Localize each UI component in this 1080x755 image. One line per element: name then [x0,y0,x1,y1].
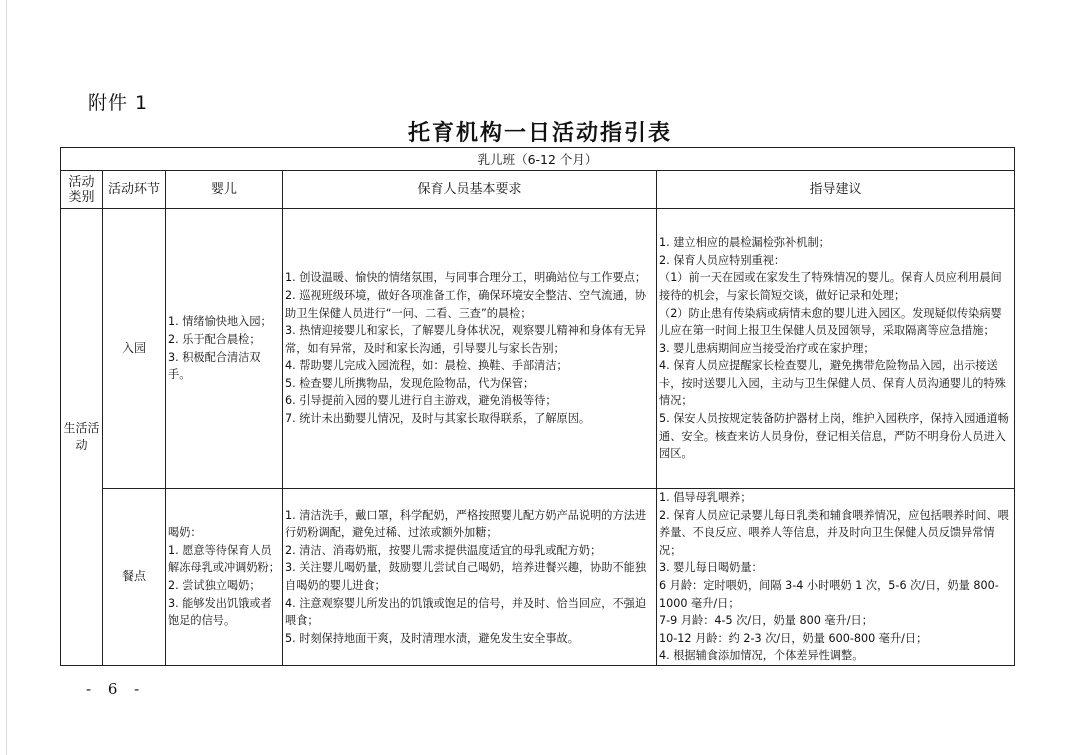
list-item: 3. 热情迎接婴儿和家长，了解婴儿身体状况，观察婴儿精神和身体有无异常，如有异常，及时和家长沟通，引导婴儿与家长告别； [285,324,647,355]
column-header-infant: 婴儿 [166,171,283,209]
attachment-label: 附件 1 [88,92,149,114]
list-item: 2. 乐于配合晨检； [168,332,261,346]
column-header-step: 活动环节 [103,171,166,209]
list-item: 10-12 月龄：约 2-3 次/日，奶量 600-800 毫升/日； [659,631,928,645]
list-item: 6. 引导提前入园的婴儿进行自主游戏，避免消极等待； [285,394,557,408]
infant-list [168,542,280,630]
list-item: 1. 情绪愉快地入园； [168,315,272,329]
list-item: 5. 保安人员按规定装备防护器材上岗，维护入园秩序，保持入园通道畅通、安全。核查来访人员身份，登记相关信息，严防不明身份人员进入园区。 [659,412,1009,461]
list-item: 5. 时刻保持地面干爽，及时清理水渍，避免发生安全事故。 [285,631,579,645]
list-item: （2）防止患有传染病或病情未愈的婴儿进入园区。发现疑似传染病婴儿应在第一时间上报卫生保健人员及园领导，采取隔离等应急措施； [659,306,1002,338]
list-item: 1. 创设温暖、愉快的情绪氛围，与同事合理分工，明确站位与工作要点； [285,271,647,285]
advice-cell [657,489,1015,666]
list-item: 4. 注意观察婴儿所发出的饥饿或饱足的信号，并及时、恰当回应，不强迫喂食； [285,596,647,628]
list-item: 4. 保育人员应提醒家长检查婴儿，避免携带危险物品入园，出示接送卡，按时送婴儿入园，主动与卫生保健人员、保育人员沟通婴儿的特殊情况； [659,359,1006,408]
infant-intro: 喝奶： [168,526,202,540]
list-item: 2. 巡视班级环境，做好各项准备工作，确保环境安全整洁、空气流通，协助卫生保健人员进行“一问、二看、三查”的晨检； [285,288,647,320]
advice-list [659,234,1012,463]
infant-cell [166,209,283,489]
table-row [61,489,1015,666]
list-item: 1. 清洁洗手，戴口罩，科学配奶，严格按照婴儿配方奶产品说明的方法进行奶粉调配，避免过稀、过浓或额外加糖； [285,508,647,540]
section-title: 乳儿班（6-12 个月） [61,148,1015,171]
list-item: 3. 关注婴儿喝奶量，鼓励婴儿尝试自己喝奶，培养进餐兴趣，协助不能独自喝奶的婴儿进食； [285,561,647,592]
column-header-caregiver: 保育人员基本要求 [283,171,657,209]
list-item: 3. 婴儿每日喝奶量： [659,561,763,575]
list-item: 2. 尝试独立喝奶； [168,578,261,592]
page-number: - 6 - [86,680,146,698]
list-item: 2. 清洁、消毒奶瓶，按婴儿需求提供温度适宜的母乳或配方奶； [285,543,602,557]
table-row [61,209,1015,489]
list-item: 2. 保育人员应特别重视： [659,253,786,267]
section-header-row [61,148,1015,171]
list-item: 4. 帮助婴儿完成入园流程，如：晨检、换鞋、手部清洁； [285,359,568,373]
caregiver-list [285,507,654,648]
caregiver-cell [283,209,657,489]
column-header-advice: 指导建议 [657,171,1015,209]
document-title: 托育机构一日活动指引表 [407,120,672,146]
activity-guide-table [60,147,1015,666]
column-header-row [61,171,1015,209]
page-edge-line [6,0,7,755]
category-cell: 生活活动 [61,209,103,666]
caregiver-list [285,269,654,427]
list-item: 1. 倡导母乳喂养； [659,491,752,504]
advice-cell [657,209,1015,489]
list-item: 1. 愿意等待保育人员解冻母乳或冲调奶粉； [168,543,280,575]
list-item: 2. 保育人员应记录婴儿每日乳类和辅食喂养情况，应包括喂养时间、喂养量、不良反应、喂养人等信息，并及时向卫生保健人员反馈异常情况； [659,508,1009,557]
list-item: （1）前一天在园或在家发生了特殊情况的婴儿。保育人员应利用晨间接待的机会，与家长简短交谈，做好记录和处理； [659,271,1002,302]
infant-list [168,313,280,383]
step-cell: 餐点 [103,489,166,666]
caregiver-cell [283,489,657,666]
list-item: 4. 根据辅食添加情况，个体差异性调整。 [659,649,864,663]
list-item: 6 月龄：定时喂奶，间隔 3-4 小时喂奶 1 次，5-6 次/日，奶量 800-1000 毫升/日； [659,578,999,610]
list-item: 3. 婴儿患病期间应当接受治疗或在家护理； [659,341,875,355]
step-cell: 入园 [103,209,166,489]
list-item: 1. 建立相应的晨检漏检弥补机制； [659,236,830,250]
list-item: 3. 积极配合清洁双手。 [168,350,261,382]
advice-list [659,489,1012,665]
list-item: 5. 检查婴儿所携物品，发现危险物品，代为保管； [285,376,535,390]
column-header-category: 活动类别 [61,171,103,209]
list-item: 7. 统计未出勤婴儿情况，及时与其家长取得联系，了解原因。 [285,412,591,426]
list-item: 3. 能够发出饥饿或者饱足的信号。 [168,596,272,628]
infant-cell [166,489,283,666]
list-item: 7-9 月龄：4-5 次/日，奶量 800 毫升/日； [659,614,873,628]
